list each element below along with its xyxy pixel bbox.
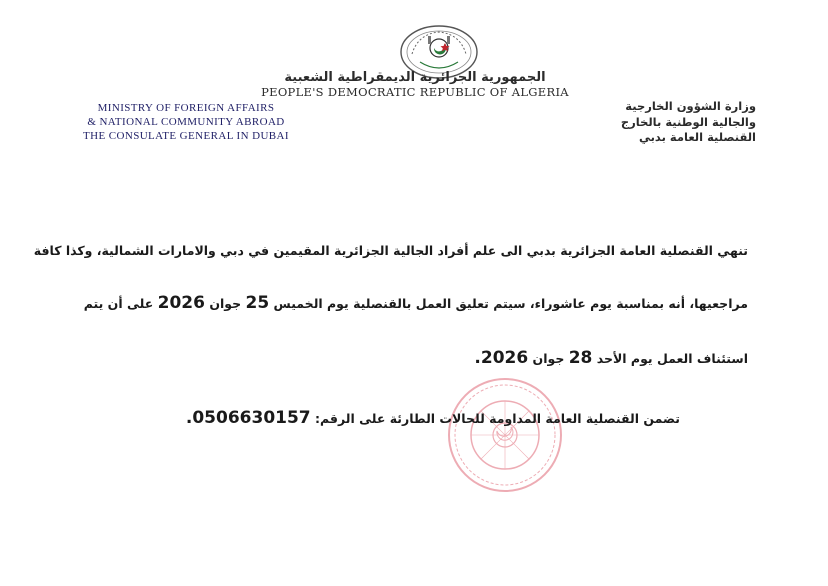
body-line-2-text-c: على أن يتم: [83, 296, 154, 311]
suspension-year: 2026: [157, 293, 205, 313]
republic-title-arabic: الجمهورية الجزائرية الديمقراطية الشعبية: [284, 70, 546, 85]
ministry-ar-line-1: وزارة الشؤون الخارجية: [625, 99, 756, 113]
ministry-ar-line-3: القنصلية العامة بدبي: [638, 130, 756, 144]
ministry-line-2: & NATIONAL COMMUNITY ABROAD: [87, 116, 285, 128]
resume-day: 28: [568, 348, 593, 368]
ministry-line-3: THE CONSULATE GENERAL IN DUBAI: [83, 130, 289, 142]
suspension-day: 25: [245, 293, 270, 313]
ministry-line-1: MINISTRY OF FOREIGN AFFAIRS: [97, 102, 275, 114]
body-line-3: [474, 348, 748, 368]
suspension-month: جوان: [209, 296, 242, 311]
ministry-ar-line-2: والجالية الوطنية بالخارج: [620, 114, 756, 129]
body-line-2-text-a: مراجعيها، أنه بمناسبة يوم عاشوراء، سيتم تعليق العمل بالقنصلية يوم الخميس: [273, 296, 748, 311]
republic-title-english: PEOPLE'S DEMOCRATIC REPUBLIC OF ALGERIA: [261, 85, 569, 99]
body-line-3-text-a: استئناف العمل يوم الأحد: [596, 351, 748, 366]
body-line-1: [34, 243, 748, 258]
emergency-text: تضمن القنصلية العامة المداومة للحالات الطارئة على الرقم:: [315, 411, 680, 426]
body-line-2: [84, 293, 748, 313]
body-line-4: [186, 408, 680, 428]
resume-month: جوان: [532, 351, 565, 366]
ministry-block-arabic: [556, 99, 756, 146]
consulate-seal-icon: [445, 375, 565, 495]
ministry-block-english: [56, 101, 316, 143]
emergency-phone: 0506630157.: [185, 408, 311, 428]
body-line-1-text: تنهي القنصلية العامة الجزائرية بدبي الى علم أفراد الجالية الجزائرية المقيمين في دبي والامارات الشمالية، وكذا كافة: [33, 243, 748, 258]
resume-year: 2026.: [474, 348, 529, 368]
